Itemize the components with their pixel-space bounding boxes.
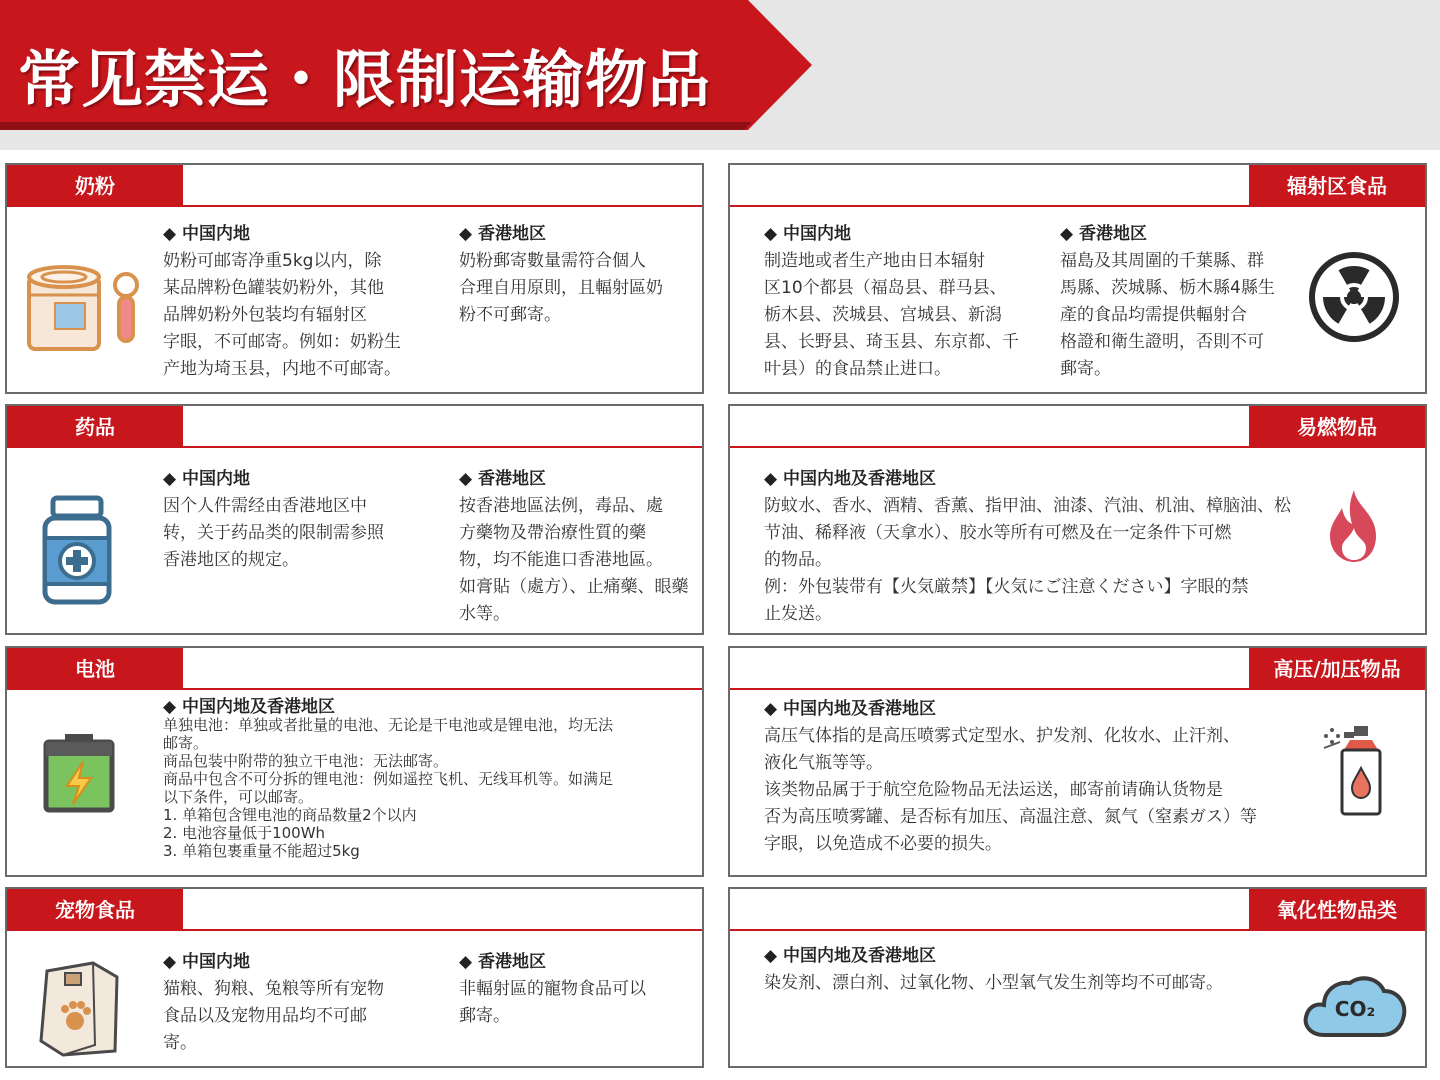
co2-label: CO₂	[1334, 997, 1376, 1021]
mainland-text: 猫粮、狗粮、兔粮等所有宠物 食品以及宠物用品均不可邮 寄。	[163, 979, 384, 1053]
mainland-hk-heading: ◆ 中国内地及香港地区	[764, 696, 1304, 723]
mainland-hk-heading: ◆ 中国内地及香港地区	[764, 466, 1304, 493]
mainland-hk-text: 防蚊水、香水、酒精、香薰、指甲油、油漆、汽油、机油、樟脑油、松 节油、稀释液（天拿水）、胶水等所有可燃及在一定条件下可燃 的物品。 例：外包装带有【火気厳禁】【火気にご注意ください】字眼的禁 止发送。	[764, 496, 1291, 624]
card-battery	[5, 646, 704, 877]
hk-text: 按香港地區法例，毒品、處 方藥物及帶治療性質的藥 物，均不能進口香港地區。 如膏貼（處方）、止痛藥、眼藥 水等。	[459, 496, 689, 624]
category-tag: 奶粉	[7, 165, 183, 207]
hk-text: 奶粉郵寄數量需符合個人 合理自用原則，且輻射區奶 粉不可郵寄。	[459, 251, 663, 325]
hk-heading: ◆ 香港地区	[459, 949, 699, 976]
mainland-hk-column	[163, 698, 693, 860]
radiation-icon	[1306, 249, 1402, 349]
mainland-column	[163, 949, 433, 1057]
hk-text: 非輻射區的寵物食品可以 郵寄。	[459, 979, 646, 1026]
mainland-hk-column	[764, 466, 1304, 628]
hk-column	[459, 466, 699, 628]
mainland-hk-column	[764, 696, 1304, 858]
mainland-heading: ◆ 中国内地	[764, 221, 1034, 248]
mainland-column	[163, 221, 433, 383]
page-title: 常见禁运・限制运输物品	[18, 43, 712, 116]
card-pressurized	[728, 646, 1427, 877]
category-tag: 辐射区食品	[1249, 165, 1425, 207]
category-tag: 电池	[7, 648, 183, 690]
mainland-text: 奶粉可邮寄净重5kg以内，除 某品牌粉色罐装奶粉外，其他 品牌奶粉外包装均有辐射区 字眼，不可邮寄。例如：奶粉生 产地为埼玉县，内地不可邮寄。	[163, 251, 401, 379]
card-medicine	[5, 404, 704, 635]
card-pet-food	[5, 887, 704, 1068]
mainland-text: 制造地或者生产地由日本辐射 区10个都县（福岛县、群马县、 栃木县、茨城县、宫城县、新潟 县、长野县、琦玉县、东京都、千 叶县）的食品禁止进口。	[764, 251, 1019, 379]
mainland-hk-heading: ◆ 中国内地及香港地区	[764, 943, 1304, 970]
battery-icon	[43, 732, 115, 818]
card-milk-powder	[5, 163, 704, 394]
mainland-hk-text: 高压气体指的是高压喷雾式定型水、护发剂、化妆水、止汗剂、 液化气瓶等等。 该类物品属于于航空危险物品无法运送，邮寄前请确认货物是 否为高压喷雾罐、是否标有加压、高温注意、氮气（窒素ガス）等 字眼，以免造成不必要的损失。	[764, 726, 1257, 854]
mainland-hk-heading: ◆ 中国内地及香港地区	[163, 698, 693, 716]
mainland-column	[764, 221, 1034, 383]
hk-column	[459, 221, 699, 329]
card-oxidizer	[728, 887, 1427, 1068]
mainland-heading: ◆ 中国内地	[163, 466, 433, 493]
category-tag: 高压/加压物品	[1249, 648, 1425, 690]
pet-food-bag-icon	[35, 957, 125, 1061]
hk-heading: ◆ 香港地区	[459, 221, 699, 248]
mainland-hk-text: 染发剂、漂白剂、过氧化物、小型氧气发生剂等均不可邮寄。	[764, 973, 1223, 993]
hk-text: 福島及其周圍的千葉縣、群 馬縣、茨城縣、栃木縣4縣生 產的食品均需提供輻射合 格證和衛生證明，否則不可 郵寄。	[1060, 251, 1275, 379]
mainland-heading: ◆ 中国内地	[163, 221, 433, 248]
spray-can-icon	[1320, 722, 1390, 822]
category-tag: 药品	[7, 406, 183, 448]
category-tag: 氧化性物品类	[1249, 889, 1425, 931]
mainland-heading: ◆ 中国内地	[163, 949, 433, 976]
card-radiation-food	[728, 163, 1427, 394]
mainland-column	[163, 466, 433, 574]
milk-powder-can-icon	[25, 255, 145, 359]
medicine-bottle-icon	[41, 494, 113, 610]
flame-icon	[1314, 486, 1394, 570]
co2-cloud-icon	[1302, 971, 1408, 1045]
category-tag: 易燃物品	[1249, 406, 1425, 448]
mainland-text: 因个人件需经由香港地区中 转，关于药品类的限制需参照 香港地区的规定。	[163, 496, 384, 570]
mainland-hk-text: 单独电池：单独或者批量的电池、无论是干电池或是锂电池，均无法 邮寄。 商品包装中附带的独立干电池：无法邮寄。 商品中包含不可分拆的锂电池：例如遥控飞机、无线耳机等。如满足 以下条件，可以邮寄。 1. 单箱包含锂电池的商品数量2个以内 2. 电池容量低于100Wh 3. 单箱包裹重量不能超过5kg	[163, 716, 614, 860]
hk-column	[459, 949, 699, 1030]
hk-heading: ◆ 香港地区	[459, 466, 699, 493]
hk-heading: ◆ 香港地区	[1060, 221, 1300, 248]
card-flammable	[728, 404, 1427, 635]
title-banner	[0, 0, 812, 130]
hk-column	[1060, 221, 1300, 383]
mainland-hk-column	[764, 943, 1304, 997]
category-tag: 宠物食品	[7, 889, 183, 931]
